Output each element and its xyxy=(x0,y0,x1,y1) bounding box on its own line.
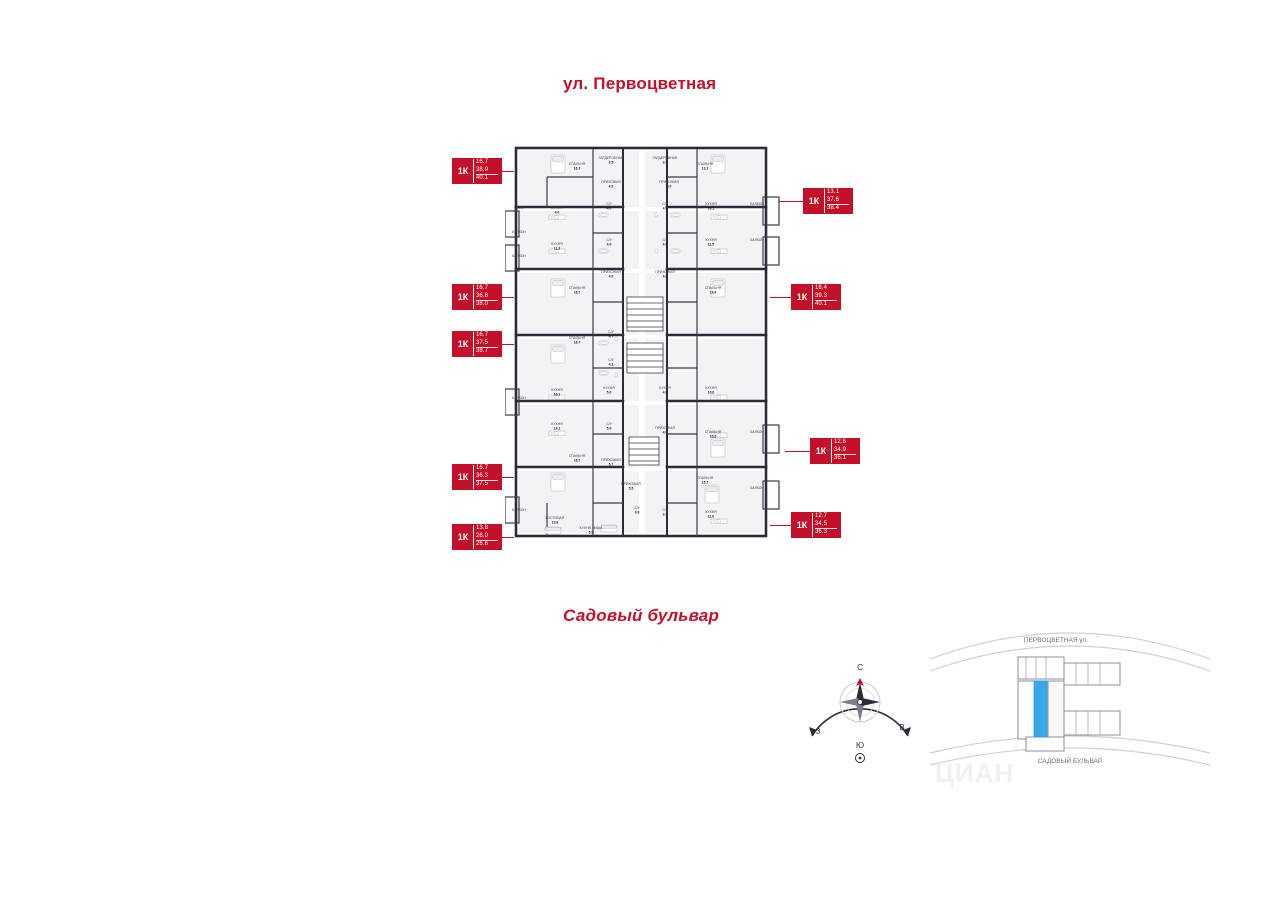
room-area: 4.0 xyxy=(662,430,668,435)
room-label: СПАЛЬНЯ xyxy=(568,336,586,340)
room-label: БАЛКОН xyxy=(750,486,764,490)
room-area: 4.0 xyxy=(666,184,672,189)
room-label: ШКАФ xyxy=(514,206,524,210)
apartment-living-area: 13.8 xyxy=(476,525,489,532)
room-area: 14.1 xyxy=(553,426,561,431)
apartment-usable-area: 36.8 xyxy=(476,292,489,299)
room-label: СПАЛЬНЯ xyxy=(568,162,586,166)
room-label: БАЛКОН xyxy=(750,202,764,206)
room-label: СПАЛЬНЯ xyxy=(568,286,586,290)
room-area: 4.0 xyxy=(606,242,612,247)
room-area: 3.5 xyxy=(608,160,614,165)
apartment-tag-rooms: 1К xyxy=(457,471,469,482)
apartment-living-area: 16.7 xyxy=(476,285,489,292)
room-label: ГАРДЕРОБНАЯ xyxy=(652,156,678,160)
room-area: 10.1 xyxy=(707,206,715,211)
room-area: 16.9 xyxy=(709,434,717,439)
room-area: 3.8 xyxy=(634,510,640,515)
apartment-total-area: 37.5 xyxy=(476,480,498,489)
apartment-total-area: 40.1 xyxy=(815,300,837,309)
room-area: 11.3 xyxy=(553,246,561,251)
room-label: СПАЛЬНЯ xyxy=(696,476,714,480)
apartment-tag-areas xyxy=(473,332,501,356)
room-area: 3.5 xyxy=(662,160,668,165)
room-area: 16.7 xyxy=(573,290,581,295)
room-label: КУХНЯ xyxy=(705,202,717,206)
apartment-total-area: 36.1 xyxy=(834,454,856,463)
room-area: 5.5 xyxy=(628,486,634,491)
room-label: С/У xyxy=(606,422,612,426)
room-label: КУХНЯ xyxy=(551,242,563,246)
room-label: С/У xyxy=(606,202,612,206)
room-label: КУХНЯ xyxy=(659,386,671,390)
apartment-usable-area: 26.0 xyxy=(476,532,489,539)
room-label: КУХНЯ xyxy=(551,388,563,392)
room-label: БАЛКОН xyxy=(512,396,526,400)
apartment-tag-areas xyxy=(473,465,501,489)
room-label: СПАЛЬНЯ xyxy=(704,286,722,290)
room-label: С/У xyxy=(608,358,614,362)
room-area: 10.1 xyxy=(553,392,561,397)
room-label: СПАЛЬНЯ xyxy=(696,162,714,166)
apartment-total-area: 26.6 xyxy=(476,540,498,549)
floor-plan[interactable] xyxy=(505,137,785,549)
compass-north-label: С xyxy=(857,663,863,672)
apartment-tag-rooms: 1К xyxy=(796,291,808,302)
apartment-usable-area: 36.3 xyxy=(476,472,489,479)
apartment-tag-rooms: 1К xyxy=(808,195,820,206)
apartment-usable-area: 39.3 xyxy=(815,292,828,299)
room-area: 4.0 xyxy=(608,274,614,279)
watermark: ЦИАН xyxy=(935,758,1015,788)
apartment-tag-tag-left-5[interactable] xyxy=(452,524,502,550)
apartment-tag-areas xyxy=(812,513,840,537)
apartment-tag-rooms: 1К xyxy=(796,519,808,530)
apartment-tag-rooms: 1К xyxy=(457,291,469,302)
apartment-usable-area: 37.6 xyxy=(827,196,840,203)
apartment-tag-rooms: 1К xyxy=(457,338,469,349)
room-area: 18.4 xyxy=(709,290,717,295)
apartment-tag-areas xyxy=(812,285,840,309)
apartment-tag-rooms: 1К xyxy=(457,165,469,176)
apartment-living-area: 12.6 xyxy=(834,439,847,446)
apartment-living-area: 16.7 xyxy=(476,465,489,472)
apartment-tag-tag-right-1[interactable] xyxy=(803,188,853,214)
room-label: КУХНЯ-НИША xyxy=(579,526,603,530)
apartment-usable-area: 37.5 xyxy=(476,339,489,346)
apartment-tag-tag-left-3[interactable] xyxy=(452,331,502,357)
apartment-tag-tag-right-2[interactable] xyxy=(791,284,841,310)
apartment-tag-areas xyxy=(473,285,501,309)
room-label: ПРИХОЖАЯ xyxy=(655,426,675,430)
compass-south-label: Ю xyxy=(855,741,865,750)
room-label: С/У xyxy=(606,238,612,242)
apartment-tag-tag-left-2[interactable] xyxy=(452,284,502,310)
room-area: 11.5 xyxy=(707,242,715,247)
room-label: СПАЛЬНЯ xyxy=(704,430,722,434)
apartment-tag-rooms: 1К xyxy=(457,531,469,542)
room-label: КУХНЯ xyxy=(603,386,615,390)
minimap-street-bottom-label: САДОВЫЙ БУЛЬВАР xyxy=(1037,758,1103,765)
apartment-total-area: 38.4 xyxy=(827,204,849,213)
room-label: ПРИХОЖАЯ xyxy=(601,180,621,184)
room-label: БАЛКОН xyxy=(512,254,526,258)
room-label: ПРИХОЖАЯ xyxy=(655,270,675,274)
compass-rose xyxy=(790,640,940,770)
apartment-usable-area: 34.9 xyxy=(834,446,847,453)
street-label-bottom: Садовый бульвар xyxy=(563,606,720,625)
room-area: 4.1 xyxy=(608,362,614,367)
room-label: С/У xyxy=(662,238,668,242)
room-label: С/У xyxy=(662,508,668,512)
room-area: 4.0 xyxy=(662,274,668,279)
apartment-usable-area: 34.5 xyxy=(815,520,828,527)
room-area: 4.7 xyxy=(608,334,614,339)
street-label-top: ул. Первоцветная xyxy=(563,74,717,93)
room-label: ПРИХОЖАЯ xyxy=(659,180,679,184)
room-label: ПРИХОЖАЯ xyxy=(621,482,641,486)
room-area: 4.0 xyxy=(662,206,668,211)
tag-leader-line xyxy=(785,451,812,452)
room-label: С/У xyxy=(634,506,640,510)
apartment-tag-areas xyxy=(473,525,501,549)
room-label: ПРИХОЖАЯ xyxy=(601,270,621,274)
apartment-living-area: 16.7 xyxy=(476,159,489,166)
room-area: 4.0 xyxy=(662,242,668,247)
room-label: КУХНЯ xyxy=(551,206,563,210)
apartment-living-area: 16.7 xyxy=(476,332,489,339)
room-area: 13.8 xyxy=(551,520,559,525)
room-label: БАЛКОН xyxy=(750,238,764,242)
room-label: КУХНЯ xyxy=(705,238,717,242)
room-area: 4.0 xyxy=(606,206,612,211)
apartment-living-area: 13.1 xyxy=(827,189,840,196)
room-label: ГОСТИНАЯ xyxy=(545,516,565,520)
apartment-tag-tag-left-4[interactable] xyxy=(452,464,502,490)
apartment-tag-areas xyxy=(831,439,859,463)
room-area: 11.0 xyxy=(707,514,715,519)
room-area: 3.4 xyxy=(662,512,668,517)
room-label: КУХНЯ xyxy=(705,510,717,514)
room-label: С/У xyxy=(608,330,614,334)
room-area: 16.7 xyxy=(573,166,581,171)
minimap-street-top-label: ПЕРВОЦВЕТНАЯ ул. xyxy=(1023,637,1089,644)
room-area: 4.0 xyxy=(608,184,614,189)
apartment-tag-tag-right-4[interactable] xyxy=(791,512,841,538)
room-label: ГАРДЕРОБНАЯ xyxy=(598,156,624,160)
apartment-tag-areas xyxy=(824,189,852,213)
room-label: БАЛКОН xyxy=(512,230,526,234)
apartment-usable-area: 38.9 xyxy=(476,166,489,173)
room-area: 5.0 xyxy=(588,530,594,535)
room-area: 5.0 xyxy=(606,390,612,395)
room-area: 15.7 xyxy=(701,480,709,485)
room-label: КУХНЯ xyxy=(551,422,563,426)
room-area: 10.0 xyxy=(707,390,715,395)
room-area: 13.1 xyxy=(701,166,709,171)
compass-east-label: В xyxy=(899,723,905,732)
apartment-living-area: 18.4 xyxy=(815,285,828,292)
tag-leader-line xyxy=(779,201,805,202)
room-label: КУХНЯ xyxy=(705,386,717,390)
apartment-living-area: 12.7 xyxy=(815,513,828,520)
apartment-total-area: 38.0 xyxy=(476,300,498,309)
room-area: 5.7 xyxy=(608,462,614,467)
room-area: 16.7 xyxy=(573,340,581,345)
room-label: СПАЛЬНЯ xyxy=(568,454,586,458)
apartment-tag-areas xyxy=(473,159,501,183)
room-area: 5.0 xyxy=(606,426,612,431)
apartment-tag-rooms: 1К xyxy=(815,445,827,456)
room-area: 4.0 xyxy=(662,390,668,395)
room-label: ПРИХОЖАЯ xyxy=(601,458,621,462)
apartment-tag-tag-right-3[interactable] xyxy=(810,438,860,464)
compass-west-label: З xyxy=(815,727,821,736)
minimap-highlight-block xyxy=(1034,681,1047,737)
room-label: БАЛКОН xyxy=(512,508,526,512)
apartment-total-area: 38.7 xyxy=(476,347,498,356)
apartment-total-area: 36.3 xyxy=(815,528,837,537)
apartment-tag-tag-left-1[interactable] xyxy=(452,158,502,184)
apartment-total-area: 40.1 xyxy=(476,174,498,183)
site-mini-map[interactable] xyxy=(930,615,1210,780)
room-label: БАЛКОН xyxy=(750,430,764,434)
room-area: 16.7 xyxy=(573,458,581,463)
room-area: 4.0 xyxy=(554,210,560,215)
room-label: С/У xyxy=(662,202,668,206)
